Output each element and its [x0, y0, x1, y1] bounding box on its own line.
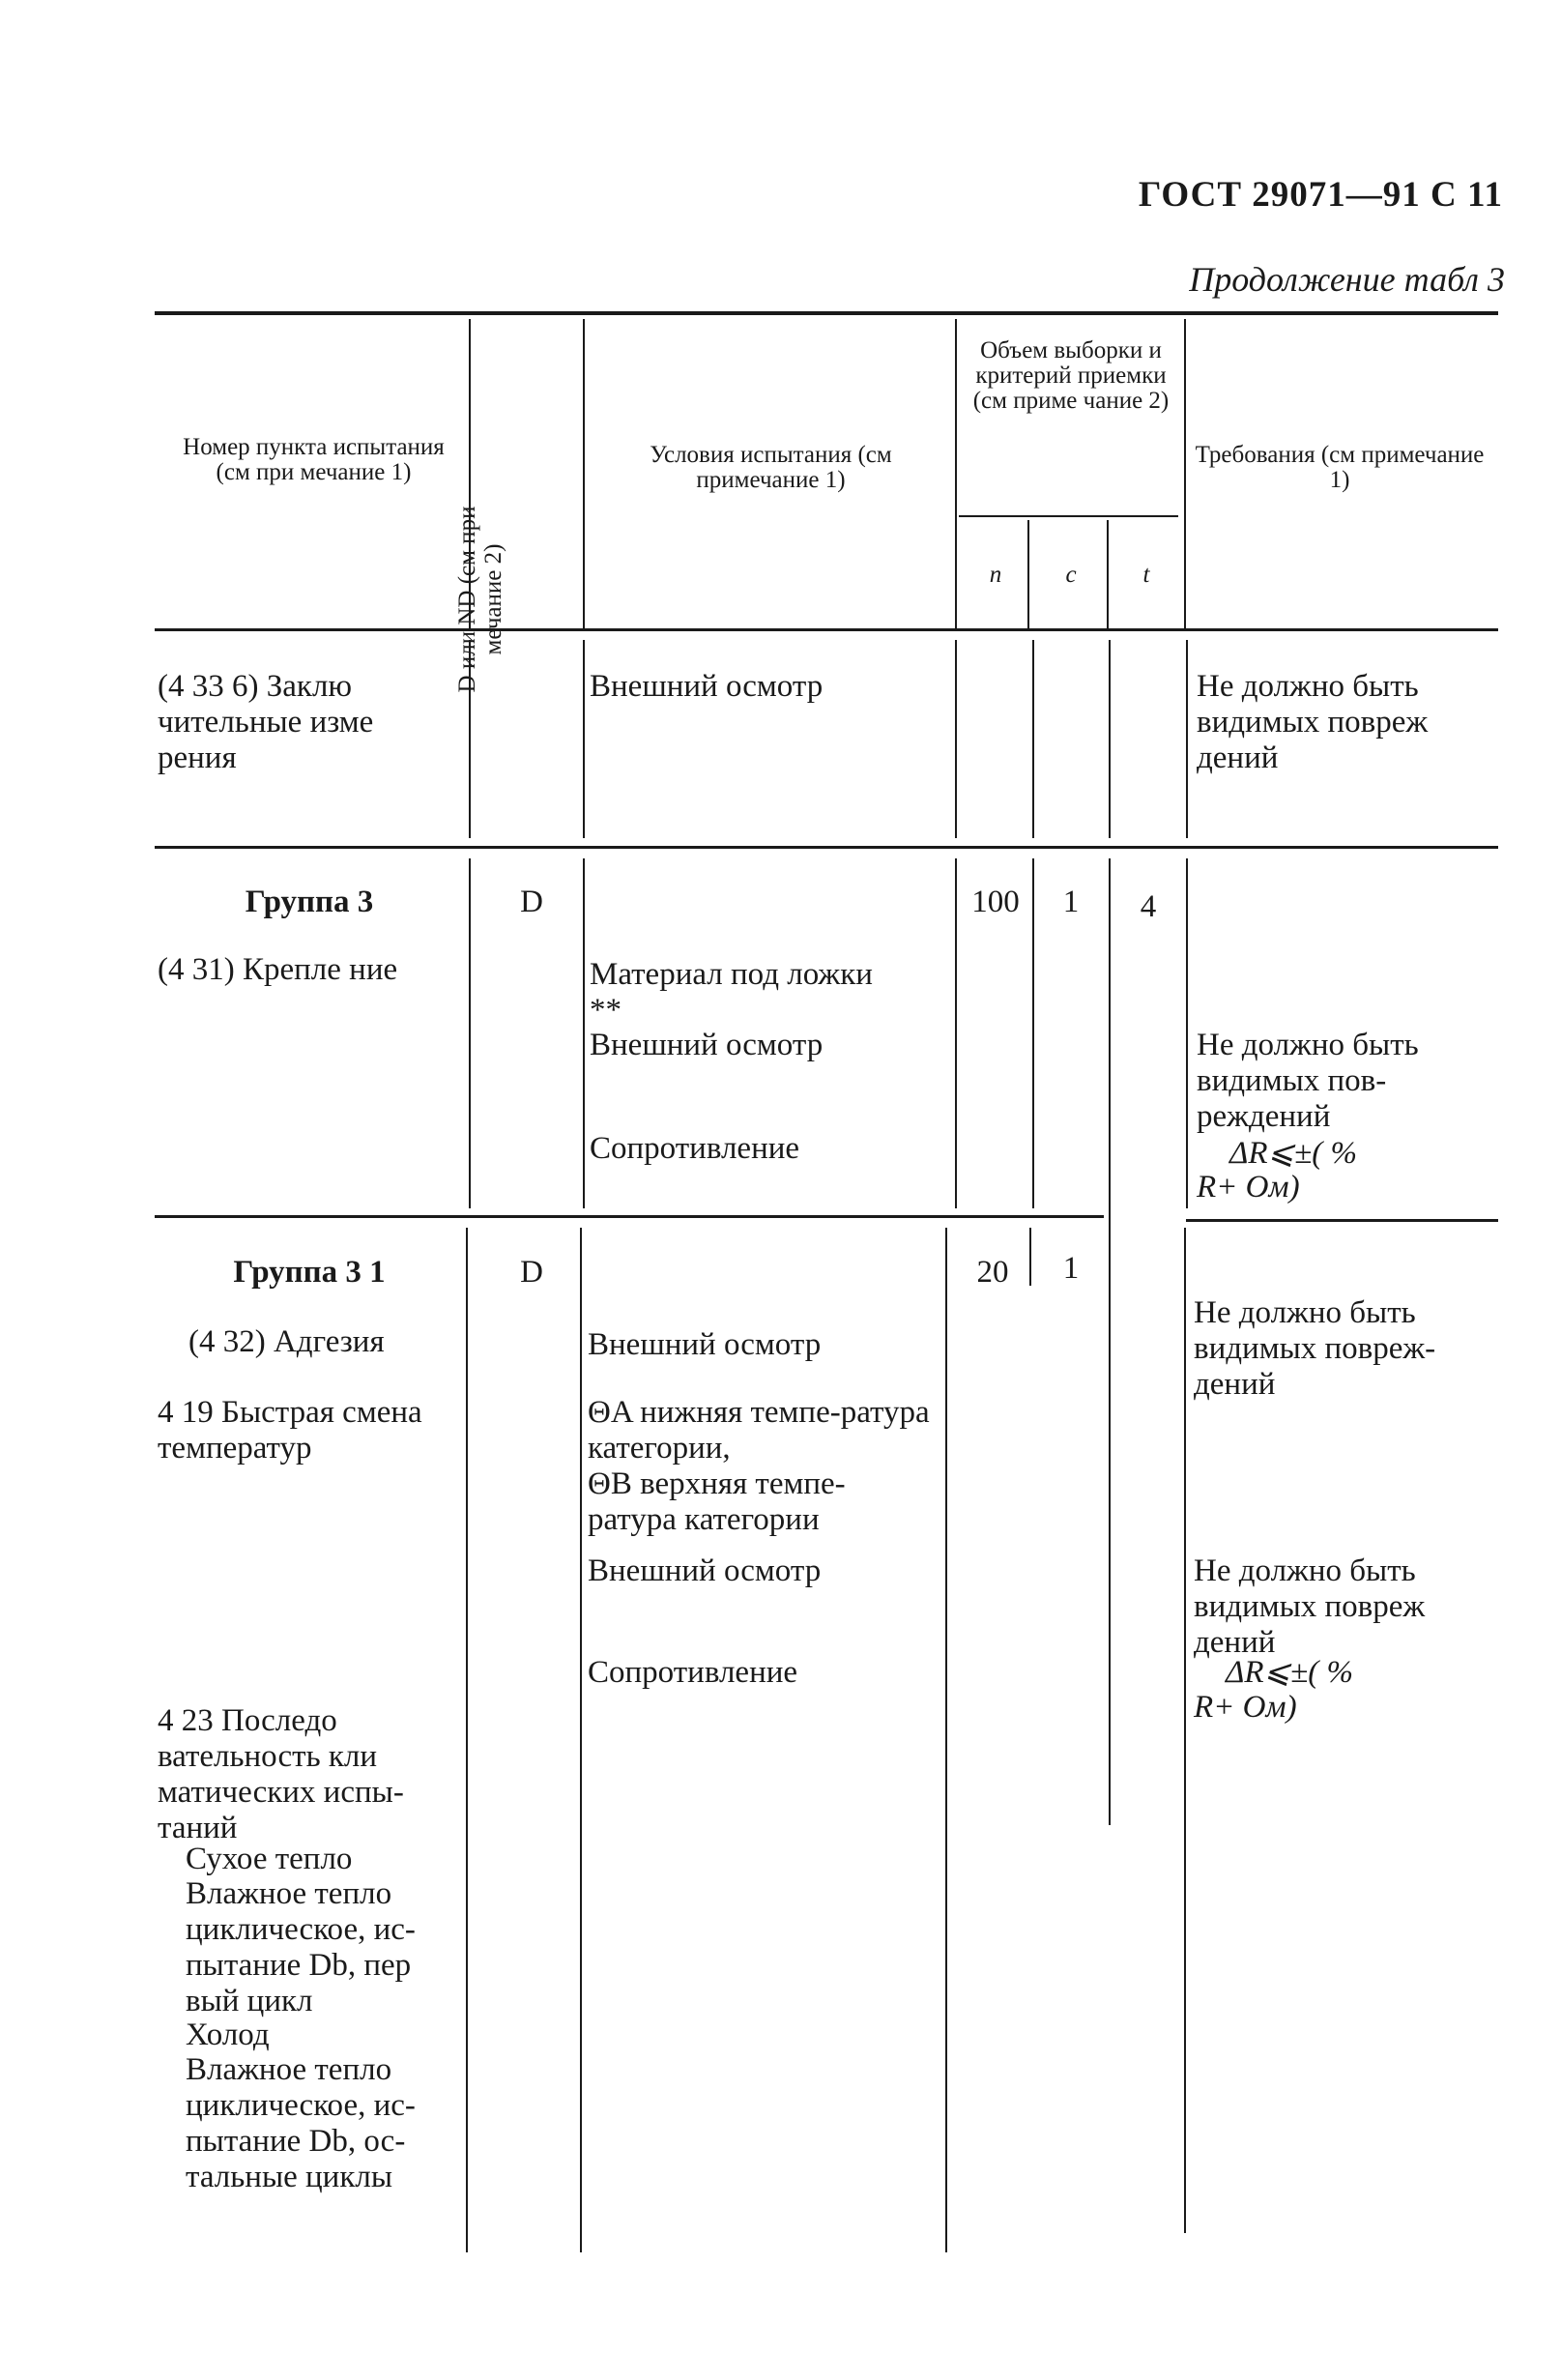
row3-sub-dry-heat: Сухое тепло: [186, 1842, 353, 1876]
row-col-divider: [1109, 858, 1111, 1825]
group-3-title: Группа 3: [245, 885, 374, 919]
row2-req-r: R+ Ом): [1197, 1170, 1300, 1205]
row3-item-temperature: 4 19 Быстрая смена температур: [158, 1395, 422, 1466]
row3-sub-cold: Холод: [186, 2017, 270, 2052]
row-col-divider: [583, 640, 585, 838]
row3-item-climatic: 4 23 Последо вательность кли матических испы-таний: [158, 1703, 404, 1845]
row1-bottom-rule: [155, 846, 1498, 849]
row-col-divider: [955, 858, 957, 1208]
row2-item: (4 31) Крепле ние: [158, 952, 398, 987]
row3-d-nd: D: [520, 1255, 543, 1290]
sample-subheader-rule: [959, 515, 1178, 517]
row3-c: 1: [1062, 1251, 1080, 1286]
row2-c: 1: [1062, 885, 1080, 919]
row-col-divider: [1186, 858, 1188, 1208]
header-col-divider: [583, 319, 585, 628]
col-header-n: n: [989, 562, 1002, 588]
row-col-divider: [1029, 1228, 1031, 1286]
table-continuation-label: Продолжение табл 3: [1189, 260, 1505, 299]
row2-t: 4: [1140, 889, 1157, 924]
row3-item-adhesion: (4 32) Адгезия: [188, 1324, 385, 1359]
col-header-conditions: Условия испытания (см примечание 1): [650, 442, 892, 493]
row3-sub-damp-heat-first: Влажное тепло циклическое, ис-пытание Db, пер вый цикл: [186, 1876, 416, 2018]
header-col-divider: [1184, 319, 1186, 628]
group-3-1-title: Группа 3 1: [233, 1255, 386, 1290]
header-col-divider: [1027, 520, 1029, 628]
row3-sub-damp-heat-rest: Влажное тепло циклическое, ис-пытание Db, ос-тальные циклы: [186, 2052, 416, 2194]
row2-condition-material: Материал под ложки **: [590, 957, 873, 1028]
row3-req-visual-1: Не должно быть видимых повреж-дений: [1194, 1295, 1436, 1402]
row3-n: 20: [976, 1255, 1009, 1290]
row2-n: 100: [971, 885, 1020, 919]
row2-req-visual: Не должно быть видимых пов-реждений: [1197, 1028, 1419, 1134]
row2-bottom-rule-left: [155, 1215, 1104, 1218]
row-col-divider: [945, 1228, 947, 2252]
row-col-divider: [1032, 640, 1034, 838]
row3-condition-visual-2: Внешний осмотр: [588, 1553, 822, 1588]
row3-req-r: R+ Ом): [1194, 1690, 1297, 1725]
row-col-divider: [1184, 1228, 1186, 2233]
row3-condition-visual-1: Внешний осмотр: [588, 1327, 822, 1362]
row-col-divider: [955, 640, 957, 838]
row3-req-delta: ΔR⩽±( %: [1226, 1655, 1354, 1690]
document-title: ГОСТ 29071—91 С 11: [1138, 175, 1503, 215]
row2-bottom-rule-right: [1186, 1219, 1498, 1222]
row1-item: (4 33 6) Заклю чительные изме рения: [158, 669, 374, 775]
table-top-rule: [155, 311, 1498, 315]
header-col-divider: [1107, 520, 1109, 628]
row3-condition-theta-a: ΘA нижняя темпе-ратура категории,: [588, 1395, 930, 1466]
row3-req-visual-2: Не должно быть видимых повреж дений: [1194, 1553, 1426, 1660]
header-col-divider: [955, 319, 957, 628]
row-col-divider: [580, 1228, 582, 2252]
col-header-requirements: Требования (см примечание 1): [1195, 442, 1485, 493]
row3-condition-resistance: Сопротивление: [588, 1655, 798, 1690]
row1-conditions: Внешний осмотр: [590, 669, 824, 704]
col-header-d-nd: D или ND (см при мечание 2): [454, 506, 506, 693]
row2-condition-visual: Внешний осмотр: [590, 1028, 824, 1062]
row-col-divider: [1109, 640, 1111, 838]
col-header-item: Номер пункта испытания (см при мечание 1): [183, 434, 445, 485]
row2-req-delta: ΔR⩽±( %: [1229, 1136, 1358, 1171]
col-header-t: t: [1142, 562, 1150, 588]
row2-d-nd: D: [520, 885, 543, 919]
row-col-divider: [1186, 640, 1188, 838]
row1-requirements: Не должно быть видимых повреж дений: [1197, 669, 1429, 775]
col-header-sample: Объем выборки и критерий приемки (см приме чание 2): [972, 337, 1170, 414]
row3-condition-theta-b: ΘB верхняя темпе-ратура категории: [588, 1466, 846, 1537]
col-header-c: c: [1065, 562, 1077, 588]
row2-condition-resistance: Сопротивление: [590, 1131, 800, 1166]
row-col-divider: [1032, 858, 1034, 1208]
row-col-divider: [583, 858, 585, 1208]
row-col-divider: [466, 1228, 468, 2252]
row-col-divider: [469, 858, 471, 1208]
header-bottom-rule: [155, 628, 1498, 631]
